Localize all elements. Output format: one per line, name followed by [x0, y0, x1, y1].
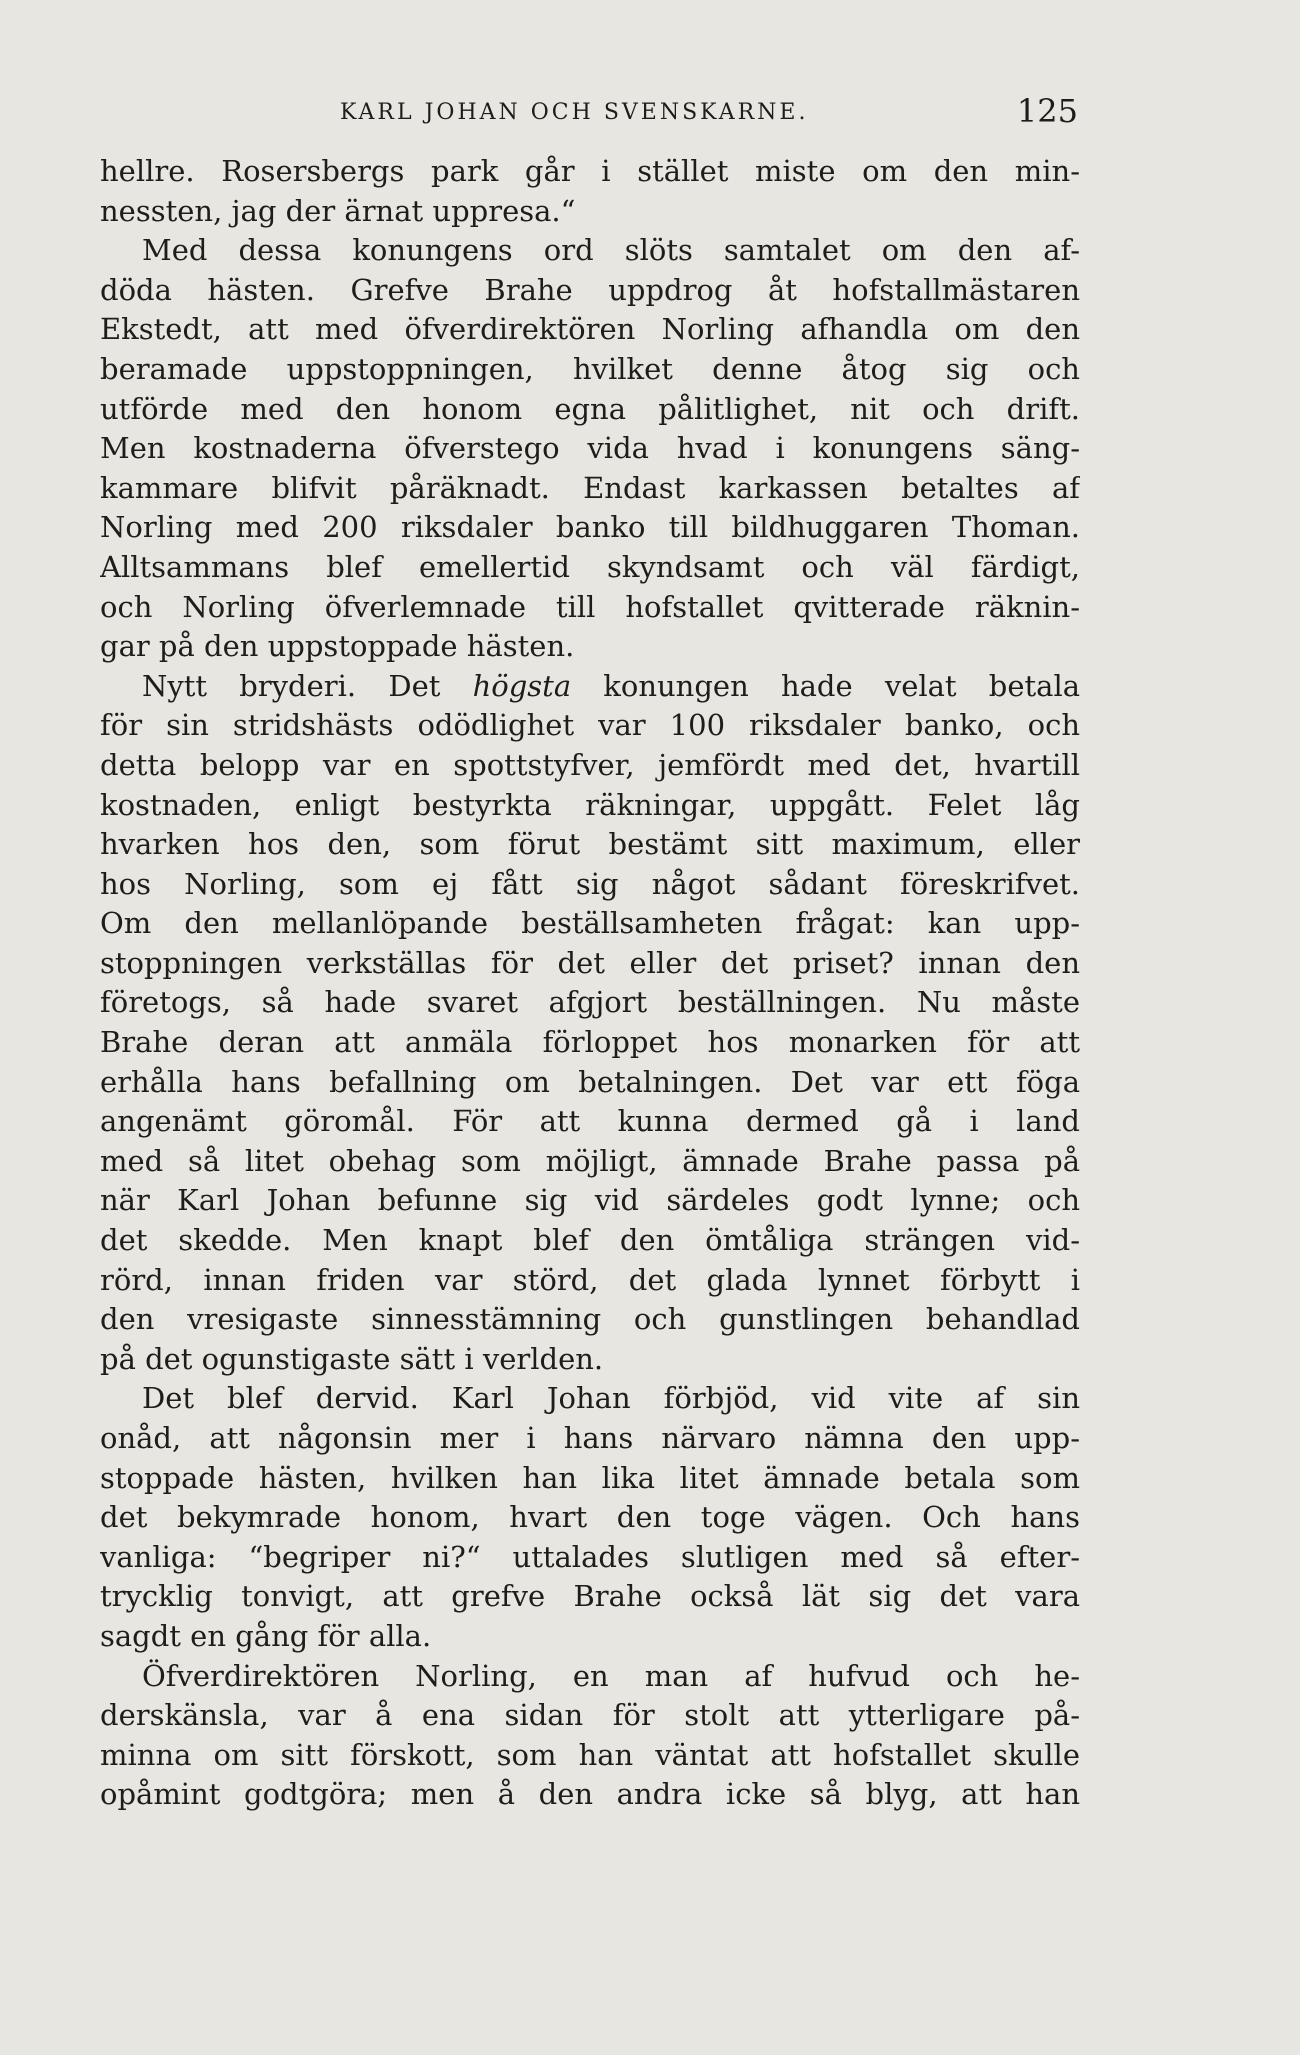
text-line: företogs, så hade svaret afgjort beställningen. Nu måste	[100, 985, 1080, 1020]
text-line: stoppningen verkställas för det eller det priset? innan den	[100, 945, 1080, 980]
text-line: derskänsla, var å ena sidan för stolt att ytterligare på-	[100, 1698, 1080, 1733]
text-line: hos Norling, som ej fått sig något sådant föreskrifvet.	[100, 866, 1080, 901]
text-line: det bekymrade honom, hvart den toge vägen. Och hans	[100, 1500, 1080, 1535]
text-line: döda hästen. Grefve Brahe uppdrog åt hofstallmästaren	[100, 272, 1080, 307]
text-line: med så litet obehag som möjligt, ämnade Brahe passa på	[100, 1143, 1080, 1178]
text-line: Brahe deran att anmäla förloppet hos monarken för att	[100, 1025, 1080, 1060]
text-line: och Norling öfverlemnade till hofstallet qvitterade räknin-	[100, 589, 1080, 624]
text-line: Det blef dervid. Karl Johan förbjöd, vid vite af sin	[142, 1381, 1080, 1416]
text-line: rörd, innan friden var störd, det glada lynnet förbytt i	[100, 1262, 1080, 1297]
text-line: kostnaden, enligt bestyrkta räkningar, uppgått. Felet låg	[100, 787, 1080, 822]
text-line: för sin stridshästs odödlighet var 100 riksdaler banko, och	[100, 708, 1080, 743]
text-line: Norling med 200 riksdaler banko till bildhuggaren Thoman.	[100, 510, 1080, 545]
text-line: den vresigaste sinnesstämning och gunstlingen behandlad	[100, 1302, 1080, 1337]
text-line: på det ogunstigaste sätt i verlden.	[100, 1341, 604, 1376]
text-line: när Karl Johan befunne sig vid särdeles godt lynne; och	[100, 1183, 1080, 1218]
text-line: Ekstedt, att med öfverdirektören Norling afhandla om den	[100, 312, 1080, 347]
page-header	[100, 92, 1080, 136]
text-line: Öfverdirektören Norling, en man af hufvud och he-	[142, 1658, 1080, 1693]
text-line: gar på den uppstoppade hästen.	[100, 629, 575, 664]
text-line: Med dessa konungens ord slöts samtalet om den af-	[142, 233, 1080, 268]
text-line: sagdt en gång för alla.	[100, 1618, 432, 1653]
text-line: vanliga: “begriper ni?“ uttalades slutligen med så efter-	[100, 1539, 1080, 1574]
line-start: Nytt bryderi. Det	[142, 668, 441, 703]
text-line: kammare blifvit påräknadt. Endast karkassen betaltes af	[100, 470, 1080, 505]
body-text	[100, 152, 1080, 1815]
text-line: opåmint godtgöra; men å den andra icke så blyg, att han	[100, 1777, 1080, 1812]
text-line: angenämt göromål. För att kunna dermed gå i land	[100, 1104, 1080, 1139]
text-line: Men kostnaderna öfverstego vida hvad i konungens säng-	[100, 431, 1080, 466]
text-line: detta belopp var en spottstyfver, jemfördt med det, hvartill	[100, 747, 1080, 782]
text-line: Alltsammans blef emellertid skyndsamt och väl färdigt,	[100, 549, 1080, 584]
text-line: det skedde. Men knapt blef den ömtåliga strängen vid-	[100, 1223, 1080, 1258]
line-tail: konungen hade velat betala	[603, 668, 1080, 703]
text-line: minna om sitt förskott, som han väntat att hofstallet skulle	[100, 1737, 1080, 1772]
text-line: hvarken hos den, som förut bestämt sitt maximum, eller	[100, 827, 1080, 862]
text-line: stoppade hästen, hvilken han lika litet ämnade betala som	[100, 1460, 1080, 1495]
page-number: 125	[1016, 92, 1078, 130]
running-title: KARL JOHAN OCH SVENSKARNE.	[340, 100, 809, 125]
text-line: Om den mellanlöpande beställsamheten frågat: kan upp-	[100, 906, 1080, 941]
text-line: onåd, att någonsin mer i hans närvaro nämna den upp-	[100, 1421, 1080, 1455]
text-line: beramade uppstoppningen, hvilket denne åtog sig och	[100, 351, 1080, 386]
text-line: utförde med den honom egna pålitlighet, nit och drift.	[100, 391, 1080, 426]
text-line-with-italic	[100, 667, 1080, 707]
italic-word: högsta	[472, 668, 572, 703]
text-line: erhålla hans befallning om betalningen. Det var ett föga	[100, 1064, 1080, 1099]
text-line: trycklig tonvigt, att grefve Brahe också lät sig det vara	[100, 1579, 1080, 1614]
text-line: nessten, jag der ärnat uppresa.“	[100, 193, 576, 228]
text-line: hellre. Rosersbergs park går i stället miste om den min-	[100, 154, 1080, 188]
